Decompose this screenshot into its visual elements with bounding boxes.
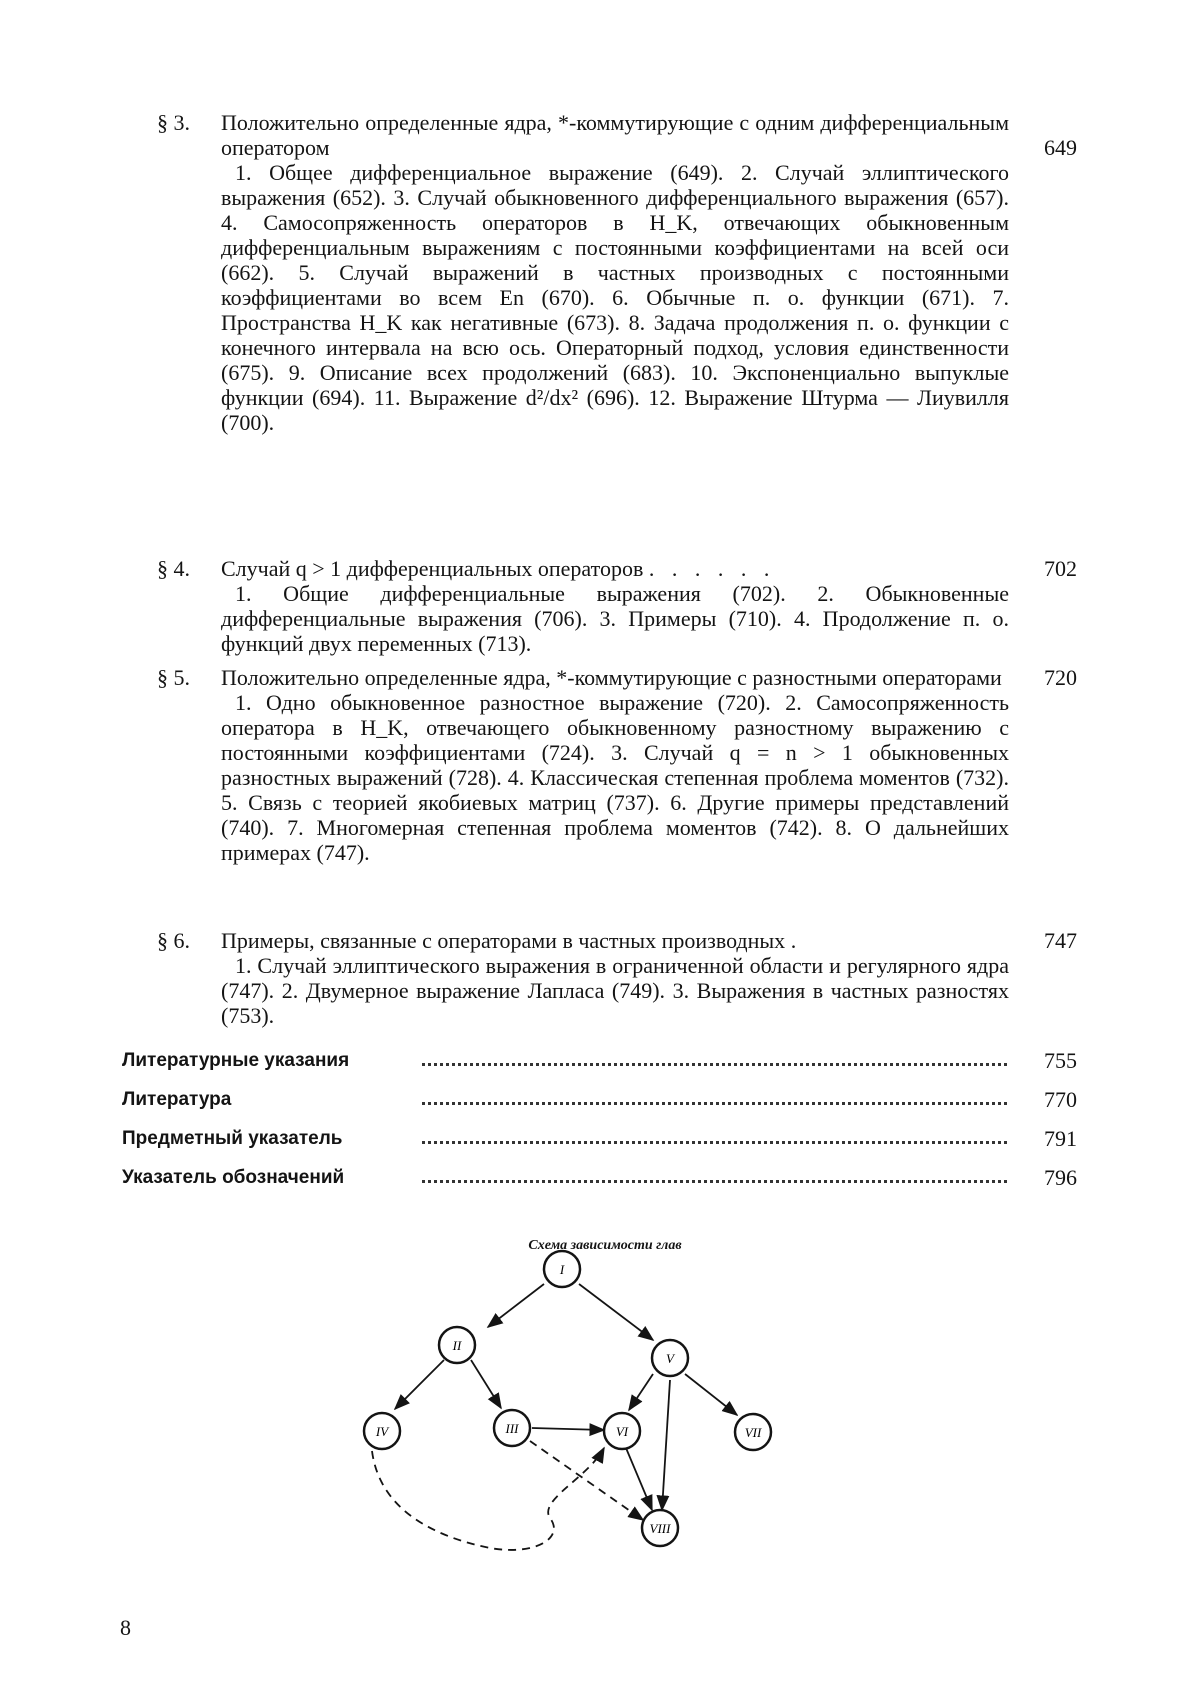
node-label: IV (375, 1424, 390, 1439)
book-page (0, 0, 1200, 1693)
back-matter-label: Предметный указатель (122, 1125, 343, 1153)
chapter-node-iv (364, 1413, 400, 1449)
node-label: VII (745, 1425, 762, 1440)
toc-section-heading[interactable] (157, 556, 1077, 581)
dot-leader: . (791, 928, 803, 953)
chapter-node-ii (439, 1327, 475, 1363)
section-page-number: 649 (1044, 135, 1077, 160)
toc-section-3 (157, 110, 1077, 435)
section-number: § 4. (157, 556, 190, 581)
chapter-node-vii (735, 1414, 771, 1450)
back-matter-page: 755 (1044, 1047, 1077, 1075)
back-matter-label: Литературные указания (122, 1047, 349, 1075)
section-number: § 6. (157, 928, 190, 953)
chapter-node-v (652, 1340, 688, 1376)
dot-leader (422, 1125, 1007, 1144)
toc-subject-index[interactable] (122, 1125, 1077, 1153)
diagram-title: Схема зависимости глав (360, 1238, 850, 1254)
chapter-node-vi (604, 1413, 640, 1449)
edge-iii-viii-dashed (530, 1441, 643, 1520)
chapter-node-iii (494, 1410, 530, 1446)
toc-section-4 (157, 556, 1077, 656)
node-label: VI (616, 1424, 629, 1439)
edge-v-vi (629, 1374, 653, 1410)
node-label: I (559, 1262, 565, 1277)
toc-section-heading[interactable] (157, 665, 1077, 690)
node-label: V (666, 1351, 676, 1366)
edge-v-vii (685, 1374, 737, 1415)
section-description: 1. Одно обыкновенное разностное выражение (720). 2. Самосопряженность оператора в H_K, отвечающего обыкновенному разностному выражению с постоянными коэффициентами (724). 3. Случай q = n > 1 обыкновенных разностных выражений (728). 4. Классическая степенная проблема моментов (732). 5. Связь с теорией якобиевых матриц (737). 6. Другие примеры представлений (740). 7. Многомерная степенная проблема моментов (742). 8. О дальнейших примерах (747). (157, 690, 1077, 865)
edge-i-ii (488, 1284, 544, 1327)
dependency-graph (360, 1238, 850, 1618)
toc-section-5 (157, 665, 1077, 865)
back-matter-page: 796 (1044, 1164, 1077, 1192)
dot-leader (422, 1047, 1007, 1066)
node-label: II (452, 1338, 462, 1353)
edge-v-viii (662, 1380, 670, 1510)
section-title: Примеры, связанные с операторами в частных производных . (221, 928, 1009, 953)
back-matter-label: Литература (122, 1086, 231, 1114)
section-title: Случай q > 1 дифференциальных операторов . . . . . . (221, 556, 1009, 581)
edge-ii-iv (395, 1360, 444, 1409)
dot-leader (422, 1164, 1007, 1183)
section-description: 1. Случай эллиптического выражения в ограниченной области и регулярного ядра (747). 2. Двумерное выражение Лапласа (749). 3. Выражения в частных разностях (753). (157, 953, 1077, 1028)
section-description: 1. Общие дифференциальные выражения (702). 2. Обыкновенные дифференциальные выражения (706). 3. Примеры (710). 4. Продолжение п. о. функций двух переменных (713). (157, 581, 1077, 656)
section-number: § 5. (157, 665, 190, 690)
back-matter-label: Указатель обозначений (122, 1164, 344, 1192)
chapter-dependency-diagram (360, 1238, 850, 1618)
toc-notation-index[interactable] (122, 1164, 1077, 1192)
toc-section-heading[interactable] (157, 110, 1077, 160)
toc-section-6 (157, 928, 1077, 1028)
section-title: Положительно определенные ядра, *-коммутирующие с разностными операторами (221, 665, 1009, 690)
back-matter-page: 791 (1044, 1125, 1077, 1153)
edge-vi-viii (626, 1448, 652, 1510)
page-number: 8 (120, 1615, 131, 1641)
section-number: § 3. (157, 110, 190, 135)
toc-bibliography[interactable] (122, 1086, 1077, 1114)
node-label: III (505, 1421, 520, 1436)
dot-leader: . . . . . . (649, 556, 776, 581)
section-page-number: 720 (1044, 665, 1077, 690)
chapter-node-viii (642, 1510, 678, 1546)
edge-iv-vi-dashed (372, 1448, 604, 1550)
toc-section-heading[interactable] (157, 928, 1077, 953)
section-description: 1. Общее дифференциальное выражение (649). 2. Случай эллиптического выражения (652). 3. Случай обыкновенного дифференциального выражения (657). 4. Самосопряженность операторов в H_K, отвечающих обыкновенным дифференциальным выражениям с постоянными коэффициентами на всей оси (662). 5. Случай выражений в частных производных с постоянными коэффициентами во всем En (670). 6. Обычные п. о. функции (671). 7. Пространства H_K как негативные (673). 8. Задача продолжения п. о. функции с конечного интервала на всю ось. Операторный подход, условия единственности (675). 9. Описание всех продолжений (683). 10. Экспоненциально выпуклые функции (694). 11. Выражение d²/dx² (696). 12. Выражение Штурма — Лиувилля (700). (157, 160, 1077, 435)
node-label: VIII (650, 1521, 672, 1536)
dot-leader (422, 1086, 1007, 1105)
toc-literature-notes[interactable] (122, 1047, 1077, 1075)
section-title: Положительно определенные ядра, *-коммутирующие с одним дифференциальным оператором (221, 110, 1009, 160)
section-page-number: 747 (1044, 928, 1077, 953)
edge-iii-vi (532, 1428, 604, 1430)
chapter-node-i (544, 1251, 580, 1287)
edge-i-v (579, 1284, 653, 1340)
back-matter-page: 770 (1044, 1086, 1077, 1114)
section-page-number: 702 (1044, 556, 1077, 581)
edge-ii-iii (471, 1360, 501, 1408)
